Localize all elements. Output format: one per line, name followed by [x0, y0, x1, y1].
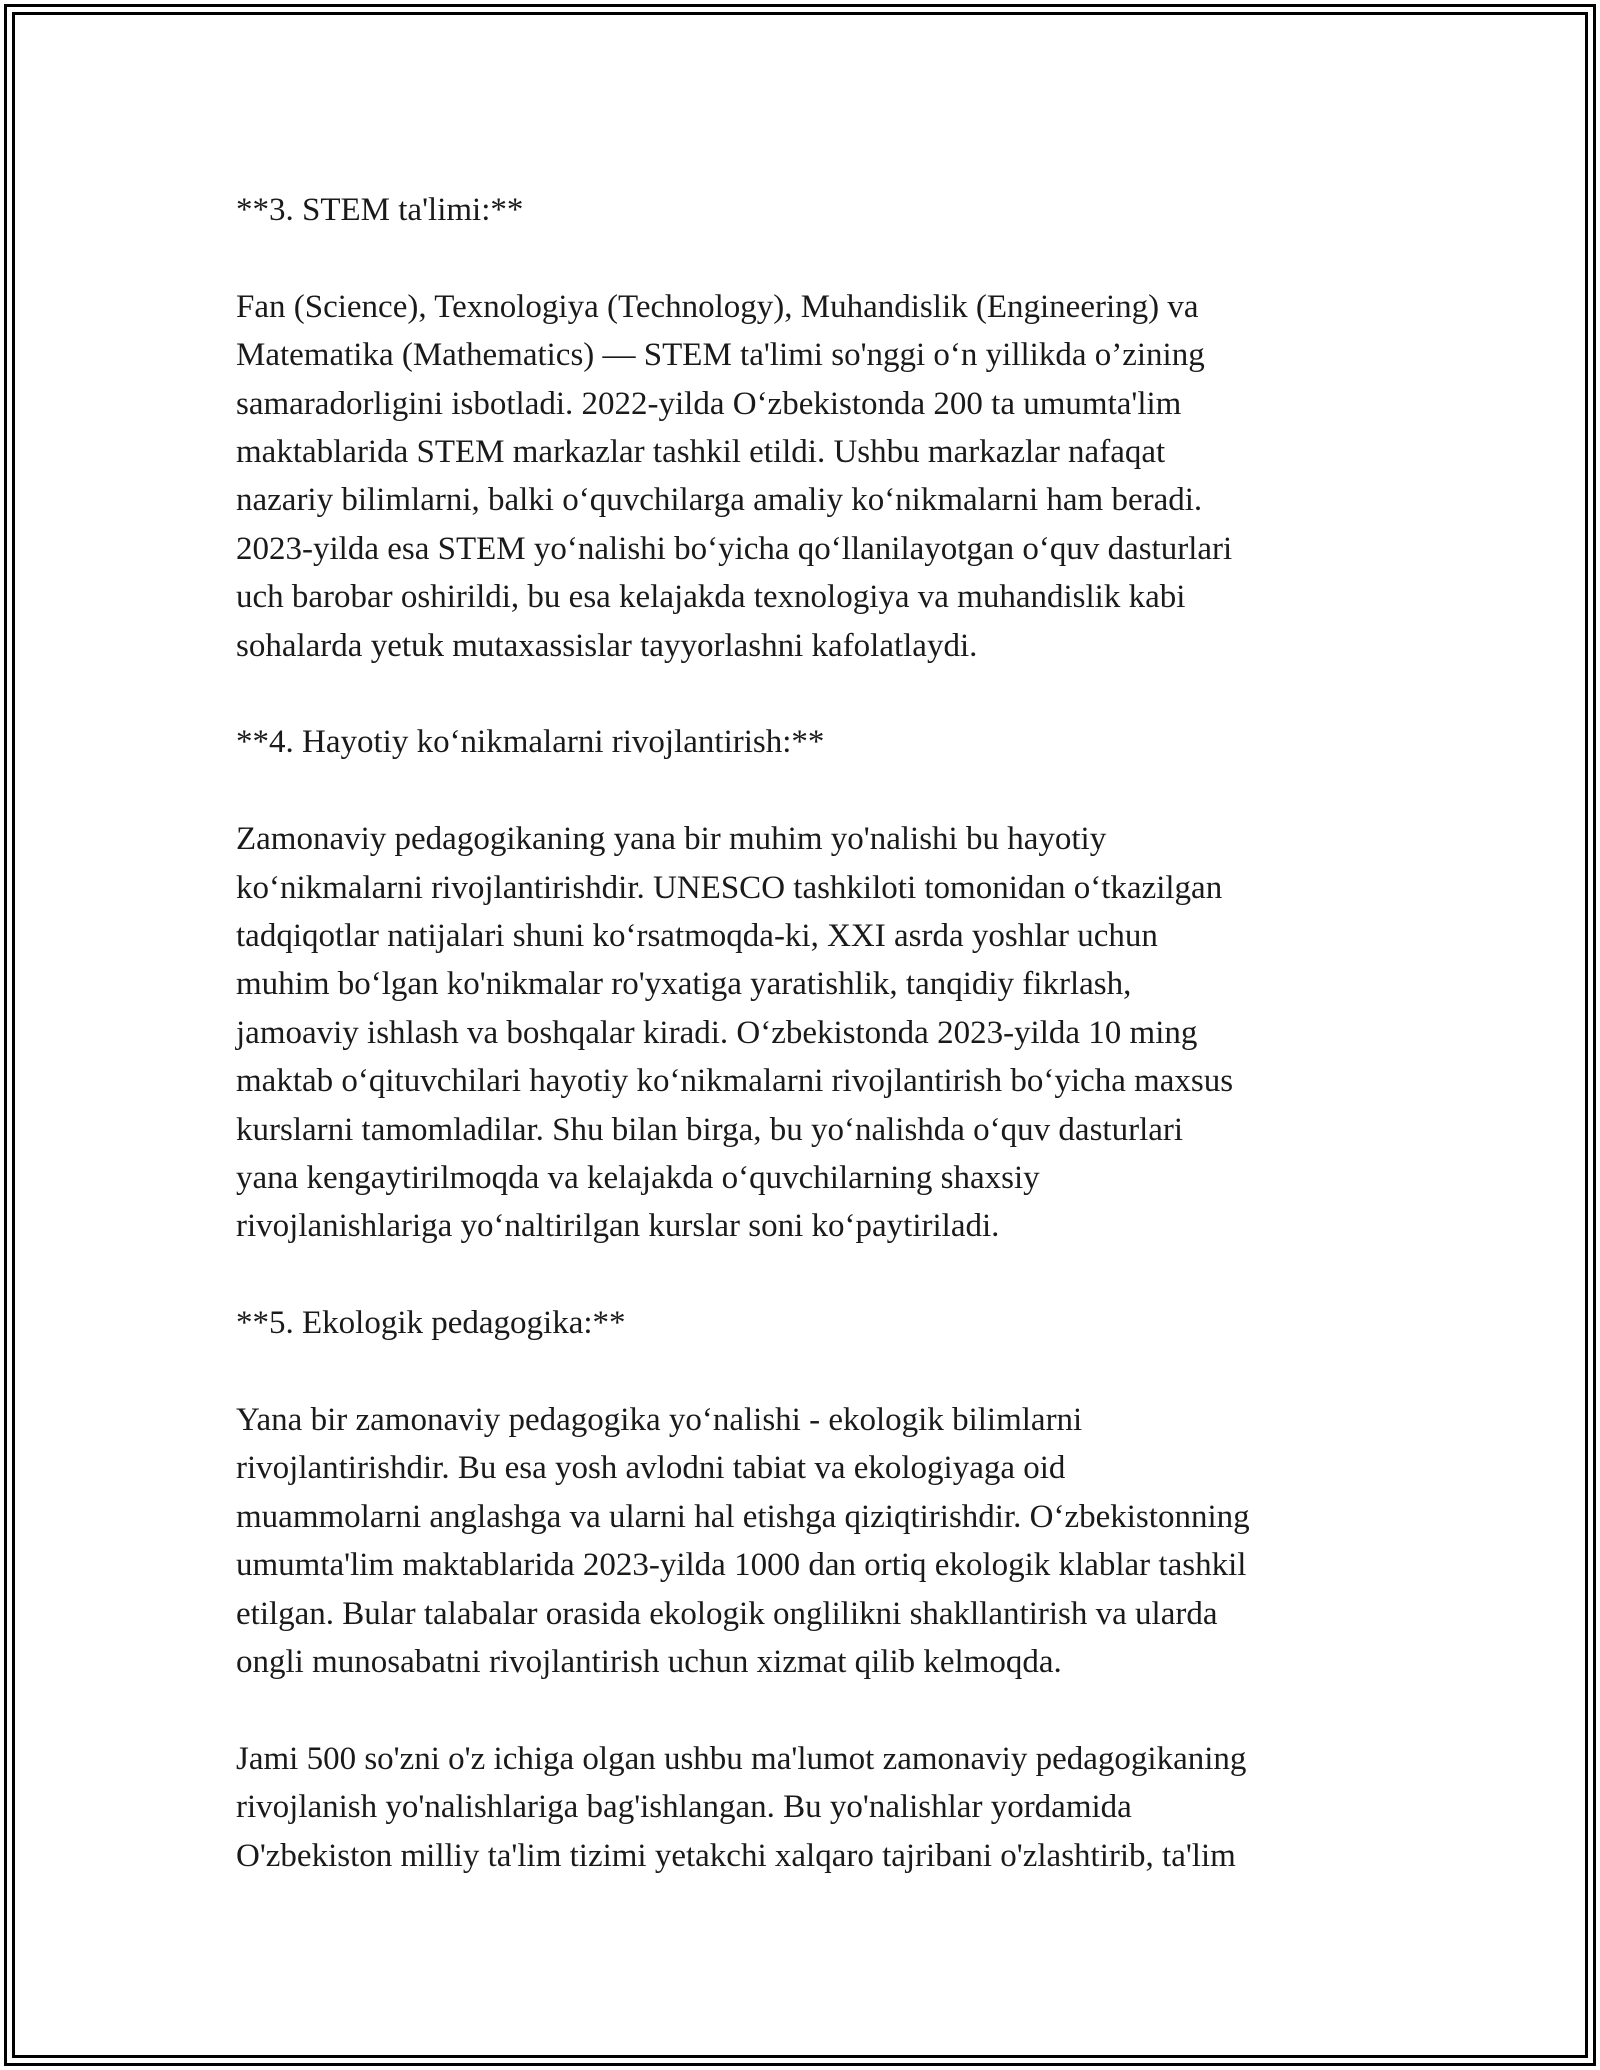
- paragraph-life-skills: Zamonaviy pedagogikaning yana bir muhim yo'nalishi bu hayotiy ko‘nikmalarni rivojlantirishdir. UNESCO tashkiloti tomonidan o‘tkazilgan tadqiqotlar natijalari shuni ko‘rsatmoqda-ki, XXI asrda yoshlar uchun muhim bo‘lgan ko'nikmalar ro'yxatiga yaratishlik, tanqidiy fikrlash, jamoaviy ishlash va boshqalar kiradi. O‘zbekistonda 2023-yilda 10 ming maktab o‘qituvchilari hayotiy ko‘nikmalarni rivojlantirish bo‘yicha maxsus kurslarni tamomladilar. Shu bilan birga, bu yo‘nalishda o‘quv dasturlari yana kengaytirilmoqda va kelajakda o‘quvchilarning shaxsiy rivojlanishlariga yo‘naltirilgan kurslar soni ko‘paytiriladi.: [236, 821, 1234, 1245]
- paragraph-summary: Jami 500 so'zni o'z ichiga olgan ushbu ma'lumot zamonaviy pedagogikaning rivojlanish yo'nalishlariga bag'ishlangan. Bu yo'nalishlar yordamida O'zbekiston milliy ta'lim tizimi yetakchi xalqaro tajribani o'zlashtirib, ta'lim: [236, 1740, 1247, 1874]
- section-heading-ecology: **5. Ekologik pedagogika:**: [236, 1305, 626, 1342]
- section-heading-life-skills: **4. Hayotiy ko‘nikmalarni rivojlantirish:**: [236, 724, 825, 761]
- document-body: [236, 186, 1376, 1880]
- paragraph-stem: Fan (Science), Texnologiya (Technology), Muhandislik (Engineering) va Matematika (Mathematics) — STEM ta'limi so'nggi o‘n yillikda o’zining samaradorligini isbotladi. 2022-yilda O‘zbekistonda 200 ta umumta'lim maktablarida STEM markazlar tashkil etildi. Ushbu markazlar nafaqat nazariy bilimlarni, balki o‘quvchilarga amaliy ko‘nikmalarni ham beradi. 2023-yilda esa STEM yo‘nalishi bo‘yicha qo‘llanilayotgan o‘quv dasturlari uch barobar oshirildi, bu esa kelajakda texnologiya va muhandislik kabi sohalarda yetuk mutaxassislar tayyorlashni kafolatlaydi.: [236, 288, 1233, 664]
- section-heading-stem: **3. STEM ta'limi:**: [236, 192, 524, 228]
- paragraph-ecology: Yana bir zamonaviy pedagogika yo‘nalishi - ekologik bilimlarni rivojlantirishdir. Bu esa yosh avlodni tabiat va ekologiyaga oid muammolarni anglashga va ularni hal etishga qiziqtirishdir. O‘zbekistonning umumta'lim maktablarida 2023-yilda 1000 dan ortiq ekologik klablar tashkil etilgan. Bular talabalar orasida ekologik onglilikni shakllantirish va ularda ongli munosabatni rivojlantirish uchun xizmat qilib kelmoqda.: [236, 1402, 1250, 1681]
